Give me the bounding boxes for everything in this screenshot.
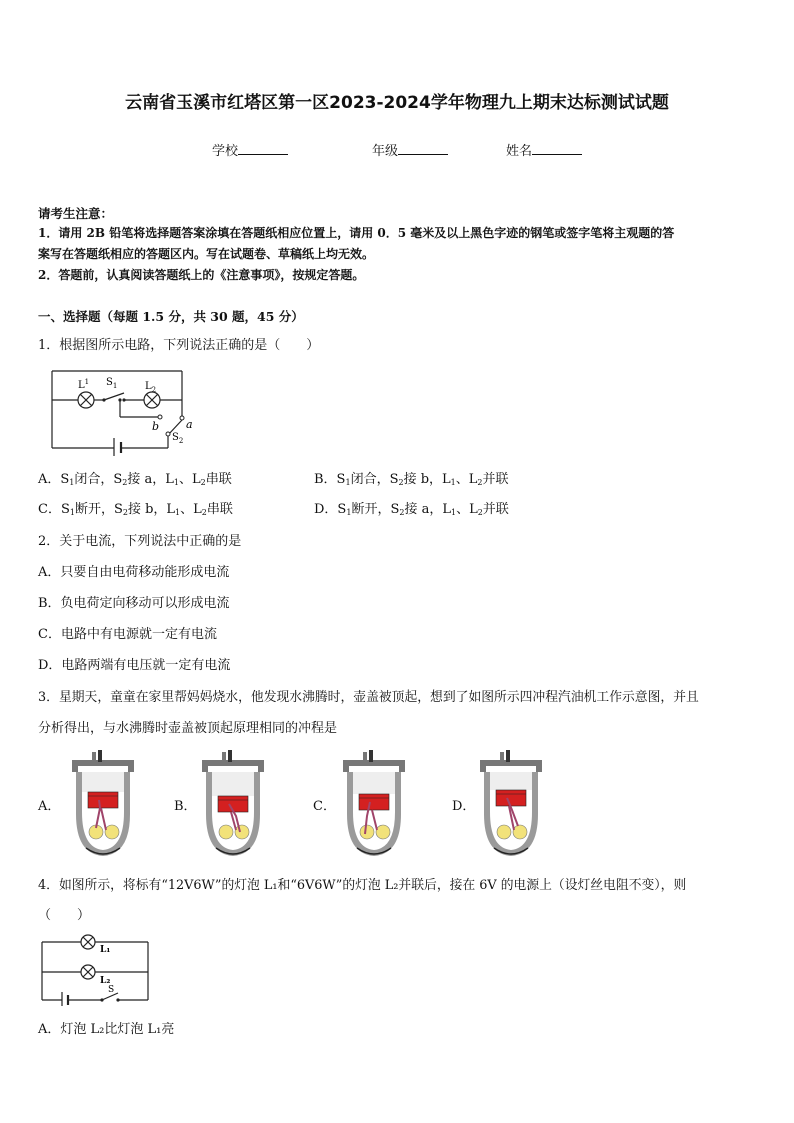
name-blank xyxy=(532,142,582,155)
q4-stem-line2: （ ） xyxy=(38,908,91,923)
q1-label-L2: $L_2$ xyxy=(145,381,157,394)
q1-label-a: a xyxy=(186,418,193,431)
name-field xyxy=(506,140,582,159)
q1-label-L1: $L^1$ xyxy=(78,378,90,391)
notice-heading: 请考生注意： xyxy=(38,206,114,221)
q3-option-a-label[interactable]: A． xyxy=(38,799,61,814)
name-label: 姓名 xyxy=(506,144,533,159)
notice-item-2: 2．答题前，认真阅读答题纸上的《注意事项》，按规定答题。 xyxy=(38,268,365,282)
q3-engine-diagram-a xyxy=(66,750,140,860)
q4-circuit-diagram xyxy=(38,932,154,1006)
q2-option-b[interactable]: B．负电荷定向移动可以形成电流 xyxy=(38,596,230,611)
q1-option-c[interactable]: C．$S_1$断开，$S_2$接 b，$L_1$、$L_2$串联 xyxy=(38,502,233,517)
section-heading: 一、选择题（每题 1.5 分，共 30 题，45 分） xyxy=(38,309,304,324)
q3-option-b-label[interactable]: B． xyxy=(174,799,197,814)
notice-item-1a: 1．请用 2B 铅笔将选择题答案涂填在答题纸相应位置上，请用 0．5 毫米及以上黑色字迹的钢笔或签字笔将主观题的答 xyxy=(38,226,675,240)
page-title: 云南省玉溪市红塔区第一区2023-2024学年物理九上期末达标测试试题 xyxy=(125,93,669,113)
q4-label-S: S xyxy=(108,985,115,995)
q3-stem-line2: 分析得出，与水沸腾时壶盖被顶起原理相同的冲程是 xyxy=(38,721,338,736)
grade-label: 年级 xyxy=(372,144,399,159)
q1-stem: 1．根据图所示电路，下列说法正确的是（ ） xyxy=(38,338,320,353)
q1-label-S1: $S_1$ xyxy=(106,377,118,390)
q1-option-d[interactable]: D．$S_1$断开，$S_2$接 a，$L_1$、$L_2$并联 xyxy=(314,502,509,517)
q3-engine-diagram-c xyxy=(337,750,411,860)
q3-engine-diagram-b xyxy=(196,750,270,860)
q2-option-a[interactable]: A．只要自由电荷移动能形成电流 xyxy=(38,565,230,580)
q3-stem-line1: 3．星期天，童童在家里帮妈妈烧水，他发现水沸腾时，壶盖被顶起，想到了如图所示四冲程汽油机工作示意图，并且 xyxy=(38,690,699,705)
q2-option-d[interactable]: D．电路两端有电压就一定有电流 xyxy=(38,658,231,673)
q3-option-d-label[interactable]: D． xyxy=(452,799,476,814)
notice-item-1b: 案写在答题纸相应的答题区内。写在试题卷、草稿纸上均无效。 xyxy=(38,247,375,261)
q4-label-L1: L₁ xyxy=(100,945,111,955)
q4-label-L2: L₂ xyxy=(100,976,111,986)
q3-option-c-label[interactable]: C． xyxy=(313,799,336,814)
q1-circuit-diagram xyxy=(44,362,204,456)
q4-stem-line1: 4．如图所示，将标有“12V6W”的灯泡 L₁和“6V6W”的灯泡 L₂并联后，接在 6V 的电源上（设灯丝电阻不变），则 xyxy=(38,878,687,893)
school-field xyxy=(212,140,288,159)
grade-field xyxy=(372,140,448,159)
school-blank xyxy=(238,142,288,155)
q2-stem: 2．关于电流，下列说法中正确的是 xyxy=(38,534,242,549)
q1-option-a[interactable]: A．$S_1$闭合，$S_2$接 a，$L_1$、$L_2$串联 xyxy=(38,472,232,487)
school-label: 学校 xyxy=(212,144,239,159)
q3-engine-diagram-d xyxy=(474,750,548,860)
q1-label-b: b xyxy=(152,420,160,433)
q1-label-S2: $S_2$ xyxy=(172,432,184,445)
q1-option-b[interactable]: B．$S_1$闭合，$S_2$接 b，$L_1$、$L_2$并联 xyxy=(314,472,509,487)
q2-option-c[interactable]: C．电路中有电源就一定有电流 xyxy=(38,627,217,642)
grade-blank xyxy=(398,142,448,155)
q4-option-a[interactable]: A．灯泡 L₂比灯泡 L₁亮 xyxy=(38,1022,175,1037)
